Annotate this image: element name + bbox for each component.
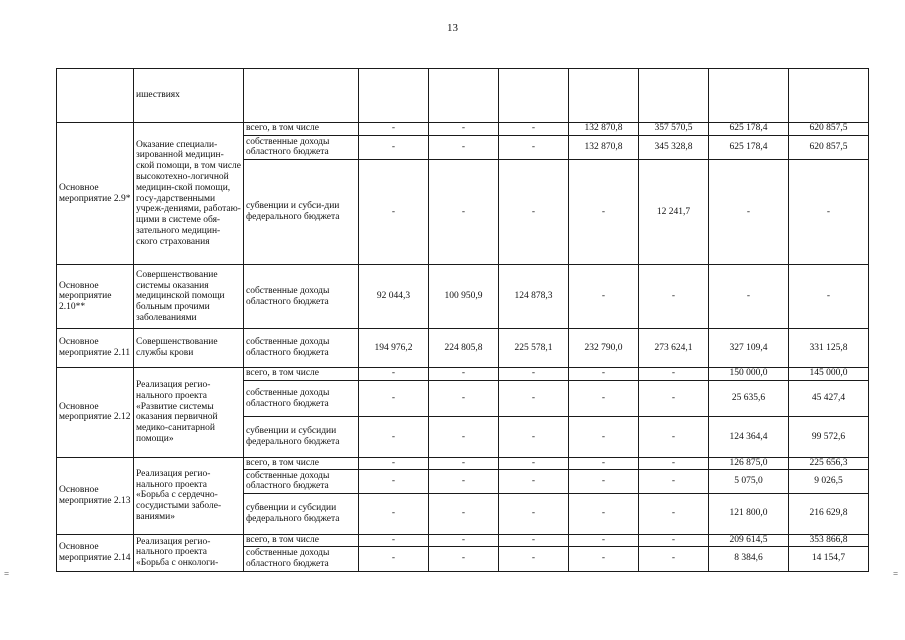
value-cell: - (499, 469, 569, 493)
value-cell: - (429, 469, 499, 493)
table-row (57, 534, 869, 546)
value-cell: 625 178,4 (709, 122, 789, 135)
value-cell: 92 044,3 (359, 265, 429, 329)
value-cell: - (639, 546, 709, 571)
table-row (57, 265, 869, 329)
value-cell: 327 109,4 (709, 329, 789, 367)
value-cell: 9 026,5 (789, 469, 869, 493)
funding-source-cell: субвенции и субси-дии федерального бюджета (244, 160, 359, 265)
value-cell: - (709, 160, 789, 265)
value-cell: 216 629,8 (789, 494, 869, 535)
value-cell: - (359, 457, 429, 469)
value-cell: 209 614,5 (709, 534, 789, 546)
value-cell: 331 125,8 (789, 329, 869, 367)
value-cell: - (359, 367, 429, 380)
value-cell: - (789, 265, 869, 329)
measure-cell: Основное мероприятие 2.10** (57, 265, 134, 329)
value-cell: 225 656,3 (789, 457, 869, 469)
table-row (57, 367, 869, 380)
value-cell: - (429, 160, 499, 265)
funding-source-cell: всего, в том числе (244, 457, 359, 469)
value-cell: 145 000,0 (789, 367, 869, 380)
funding-source-cell: всего, в том числе (244, 367, 359, 380)
description-cell: Оказание специали-зированной медицин-ской помощи, в том числе высокотехно-логичной медицин-ской помощи, госу-дарственными учреж-дениями, работаю-щими в системе обя-зательного медицин-ского страхования (134, 122, 244, 265)
value-cell: - (499, 122, 569, 135)
description-cell: Совершенствование службы крови (134, 329, 244, 367)
value-cell: 353 866,8 (789, 534, 869, 546)
value-cell: - (639, 367, 709, 380)
value-cell (709, 69, 789, 123)
value-cell (569, 69, 639, 123)
value-cell (639, 69, 709, 123)
value-cell: - (499, 135, 569, 159)
value-cell: 345 328,8 (639, 135, 709, 159)
value-cell: 12 241,7 (639, 160, 709, 265)
funding-source-cell: собственные доходы областного бюджета (244, 329, 359, 367)
value-cell: - (359, 122, 429, 135)
value-cell: 14 154,7 (789, 546, 869, 571)
value-cell: 232 790,0 (569, 329, 639, 367)
description-cell: ишествиях (134, 69, 244, 123)
left-edge-mark: = (4, 569, 10, 579)
value-cell: - (429, 494, 499, 535)
value-cell: - (359, 494, 429, 535)
funding-source-cell (244, 69, 359, 123)
value-cell: - (639, 380, 709, 416)
page-number: 13 (447, 22, 458, 34)
description-cell: Реализация регио-нального проекта «Развитие системы оказания первичной медико-санитарной помощи» (134, 367, 244, 457)
value-cell: - (569, 417, 639, 458)
value-cell: 126 875,0 (709, 457, 789, 469)
value-cell: - (499, 457, 569, 469)
value-cell: - (499, 494, 569, 535)
value-cell (789, 69, 869, 123)
value-cell: - (639, 457, 709, 469)
value-cell: - (709, 265, 789, 329)
value-cell: - (499, 160, 569, 265)
measure-cell: Основное мероприятие 2.9* (57, 122, 134, 265)
value-cell: - (359, 380, 429, 416)
value-cell: 100 950,9 (429, 265, 499, 329)
value-cell: - (429, 457, 499, 469)
value-cell: - (429, 367, 499, 380)
value-cell: 8 384,6 (709, 546, 789, 571)
value-cell: - (569, 469, 639, 493)
value-cell: - (789, 160, 869, 265)
value-cell: - (499, 417, 569, 458)
value-cell: 5 075,0 (709, 469, 789, 493)
table-row (57, 122, 869, 135)
funding-source-cell: собственные доходы областного бюджета (244, 265, 359, 329)
value-cell: - (639, 494, 709, 535)
value-cell (429, 69, 499, 123)
value-cell: - (569, 380, 639, 416)
value-cell: - (359, 417, 429, 458)
value-cell: - (639, 417, 709, 458)
funding-source-cell: субвенции и субсидии федерального бюджета (244, 494, 359, 535)
value-cell: 45 427,4 (789, 380, 869, 416)
value-cell: 620 857,5 (789, 135, 869, 159)
measure-cell: Основное мероприятие 2.13 (57, 457, 134, 534)
value-cell: - (429, 417, 499, 458)
value-cell: - (499, 534, 569, 546)
value-cell: 132 870,8 (569, 122, 639, 135)
value-cell: - (429, 122, 499, 135)
value-cell: - (569, 494, 639, 535)
value-cell: - (359, 160, 429, 265)
funding-source-cell: субвенции и субсидии федерального бюджета (244, 417, 359, 458)
funding-source-cell: собственные доходы областного бюджета (244, 380, 359, 416)
measure-cell: Основное мероприятие 2.12 (57, 367, 134, 457)
value-cell: 25 635,6 (709, 380, 789, 416)
table-row (57, 329, 869, 367)
value-cell: 124 878,3 (499, 265, 569, 329)
funding-source-cell: собственные доходы областного бюджета (244, 546, 359, 571)
value-cell: - (569, 265, 639, 329)
value-cell: 620 857,5 (789, 122, 869, 135)
value-cell: - (359, 469, 429, 493)
value-cell: - (569, 534, 639, 546)
value-cell: - (569, 457, 639, 469)
value-cell: - (569, 546, 639, 571)
value-cell: 132 870,8 (569, 135, 639, 159)
value-cell: 625 178,4 (709, 135, 789, 159)
measure-cell: Основное мероприятие 2.11 (57, 329, 134, 367)
value-cell: 357 570,5 (639, 122, 709, 135)
value-cell: - (639, 469, 709, 493)
funding-source-cell: всего, в том числе (244, 122, 359, 135)
description-cell: Совершенствование системы оказания медицинской помощи больным прочими заболеваниями (134, 265, 244, 329)
value-cell: - (499, 546, 569, 571)
description-cell: Реализация регио-нального проекта «Борьба с сердечно-сосудистыми заболе-ваниями» (134, 457, 244, 534)
value-cell: - (639, 265, 709, 329)
right-edge-mark: = (893, 569, 899, 579)
value-cell: - (639, 534, 709, 546)
value-cell: - (359, 135, 429, 159)
value-cell: - (359, 534, 429, 546)
value-cell: - (569, 160, 639, 265)
value-cell: - (359, 546, 429, 571)
value-cell: 224 805,8 (429, 329, 499, 367)
table-row (57, 69, 869, 123)
value-cell: 121 800,0 (709, 494, 789, 535)
measure-cell: Основное мероприятие 2.14 (57, 534, 134, 571)
value-cell: - (569, 367, 639, 380)
value-cell: 150 000,0 (709, 367, 789, 380)
budget-table (56, 68, 869, 572)
funding-source-cell: собственные доходы областного бюджета (244, 469, 359, 493)
value-cell: 124 364,4 (709, 417, 789, 458)
funding-source-cell: собственные доходы областного бюджета (244, 135, 359, 159)
value-cell: - (429, 380, 499, 416)
value-cell: - (429, 534, 499, 546)
value-cell: - (499, 367, 569, 380)
value-cell: - (429, 546, 499, 571)
value-cell: 194 976,2 (359, 329, 429, 367)
value-cell: - (429, 135, 499, 159)
value-cell: 273 624,1 (639, 329, 709, 367)
value-cell (499, 69, 569, 123)
value-cell: - (499, 380, 569, 416)
funding-source-cell: всего, в том числе (244, 534, 359, 546)
table-body (57, 69, 869, 572)
value-cell (359, 69, 429, 123)
value-cell: 225 578,1 (499, 329, 569, 367)
value-cell: 99 572,6 (789, 417, 869, 458)
table-row (57, 457, 869, 469)
description-cell: Реализация регио-нального проекта «Борьба с онкологи- (134, 534, 244, 571)
measure-cell (57, 69, 134, 123)
